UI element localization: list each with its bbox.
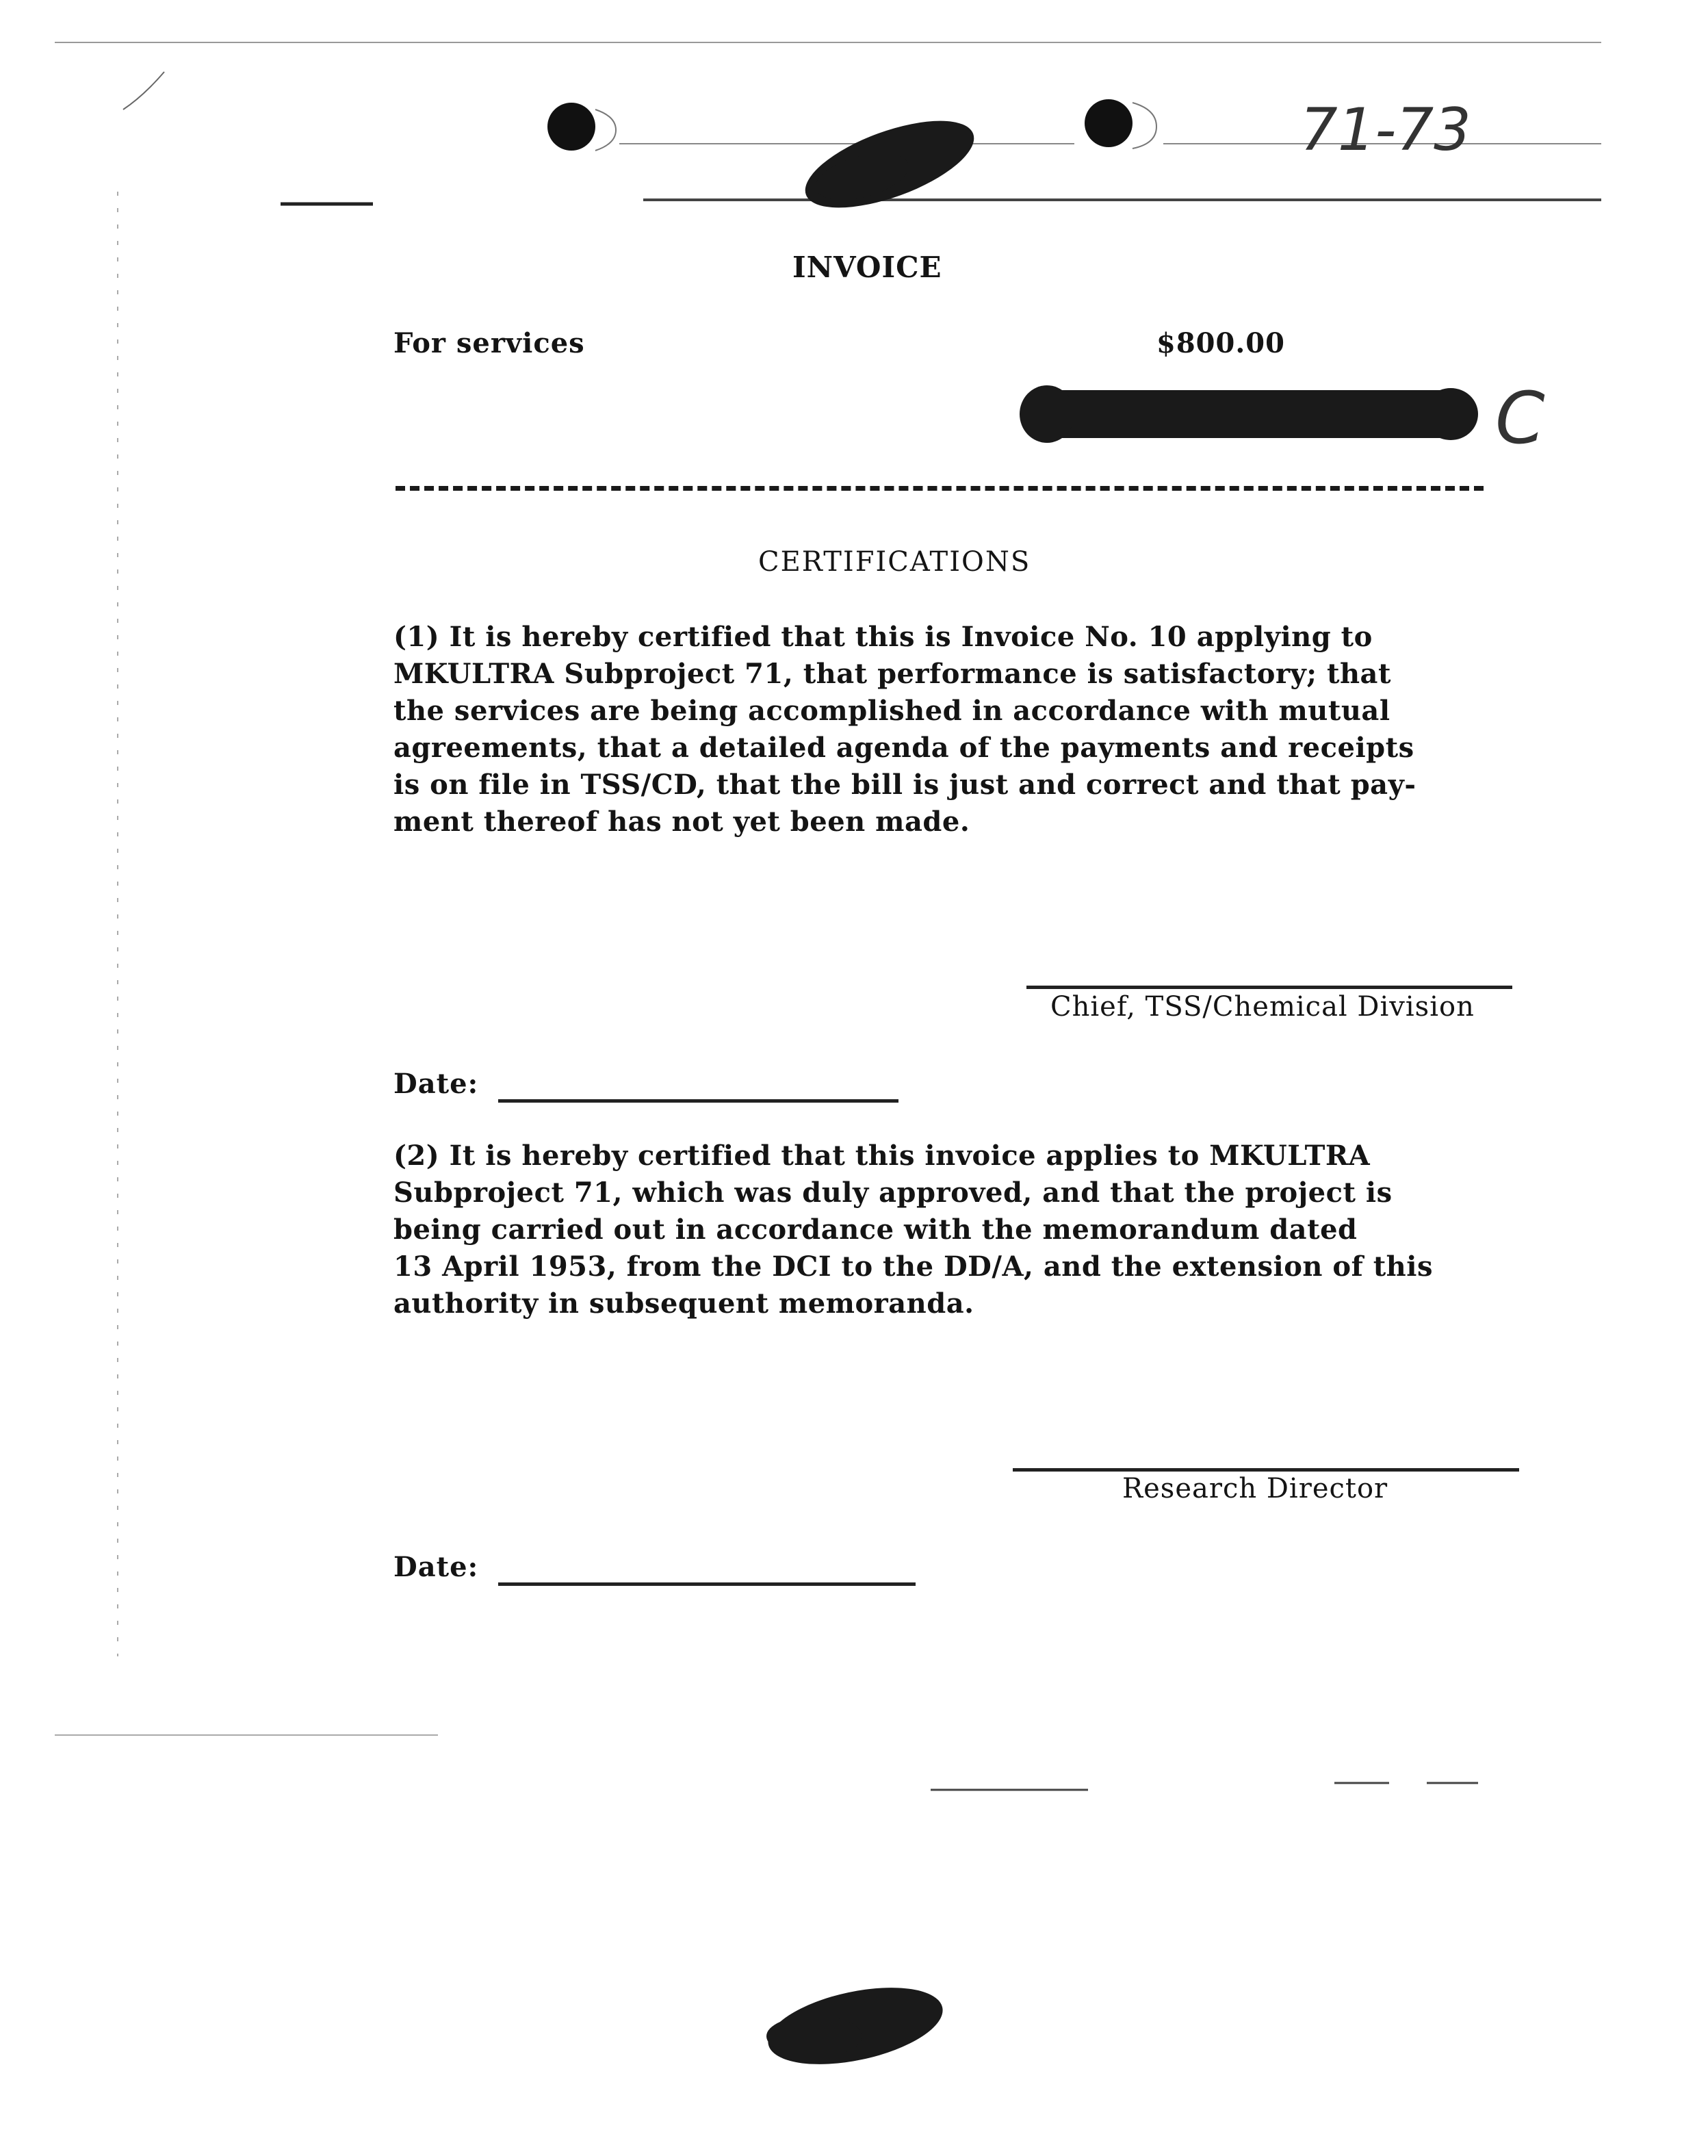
cert2-line: Subproject 71, which was duly approved, and that the project is [393,1177,1393,1209]
punch-hole-left [547,103,595,151]
cert1-line: ment thereof has not yet been made. [393,806,970,838]
redaction-amount [1020,385,1478,443]
cert2-line: 13 April 1953, from the DCI to the DD/A, and the extension of this [393,1250,1433,1283]
certification-1-text [393,619,1416,840]
date-label-1: Date: [393,1068,479,1100]
services-label: For services [393,327,585,359]
certifications-title: CERTIFICATIONS [758,546,1031,578]
handwritten-mark: C [1495,376,1545,460]
cert2-line: being carried out in accordance with the memorandum dated [393,1214,1358,1246]
cert2-line: authority in subsequent memoranda. [393,1287,974,1320]
date-line-1 [498,1099,898,1103]
invoice-title: INVOICE [792,251,942,284]
certification-2-text [393,1138,1433,1322]
signature-line-2 [1013,1468,1519,1472]
date-label-2: Date: [393,1551,479,1583]
redaction-bottom [761,1974,949,2078]
redaction-top [794,103,984,225]
punch-hole-right [1085,99,1133,147]
cert1-line: the services are being accomplished in accordance with mutual [393,695,1390,727]
date-line-2 [498,1582,916,1586]
services-amount: $800.00 [1156,327,1285,359]
cert1-line: agreements, that a detailed agenda of the payments and receipts [393,732,1414,764]
handwritten-reference: 71-73 [1300,96,1471,164]
cert1-line: MKULTRA Subproject 71, that performance is satisfactory; that [393,658,1391,690]
signatory-2: Research Director [1122,1473,1388,1504]
cert1-line: (1) It is hereby certified that this is Invoice No. 10 applying to [393,621,1373,653]
dashed-separator [396,486,1484,491]
signature-line-1 [1026,986,1512,989]
cert1-line: is on file in TSS/CD, that the bill is just and correct and that pay- [393,769,1416,801]
signatory-1: Chief, TSS/Chemical Division [1050,991,1475,1023]
cert2-line: (2) It is hereby certified that this invoice applies to MKULTRA [393,1140,1371,1172]
